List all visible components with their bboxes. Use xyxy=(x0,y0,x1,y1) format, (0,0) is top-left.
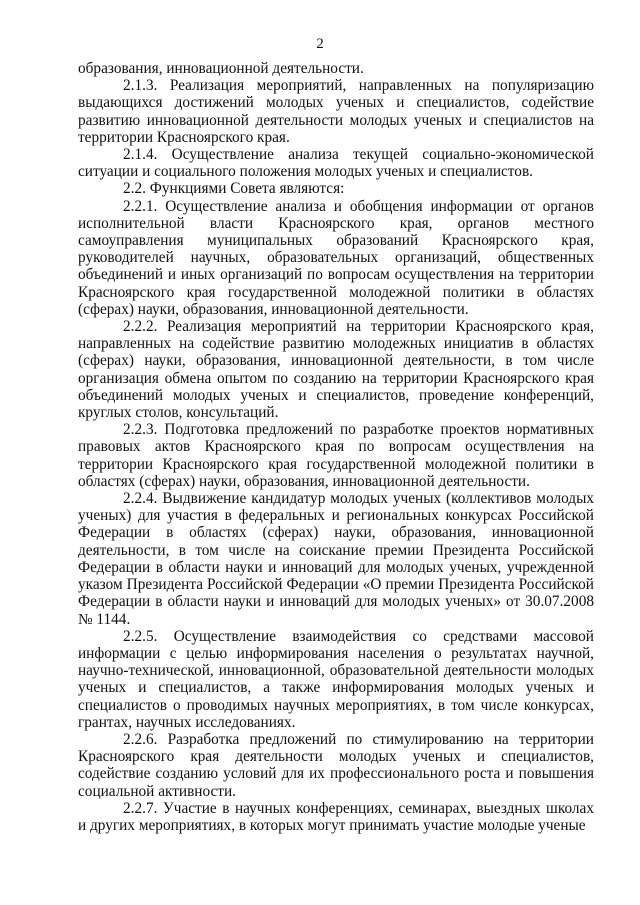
paragraph-2-2-6: 2.2.6. Разработка предложений по стимулированию на территории Красноярского края деятельности молодых ученых и специалистов, содействие созданию условий для их профессионального роста и повышения социальной активности. xyxy=(78,730,594,800)
paragraph-continuation: образования, инновационной деятельности. xyxy=(78,60,364,77)
paragraph-2-2-7: 2.2.7. Участие в научных конференциях, семинарах, выездных школах и других мероприятиях, в которых могут принимать участие молодые ученые xyxy=(78,799,594,834)
paragraph-2-2-3: 2.2.3. Подготовка предложений по разработке проектов нормативных правовых актов Красноярского края по вопросам осуществления на территории Красноярского края государственной молодежной политики в областях (сферах) науки, образования, инновационной деятельности. xyxy=(78,421,594,490)
paragraph-2-1-3: 2.1.3. Реализация мероприятий, направленных на популяризацию выдающихся достижений молодых ученых и специалистов, содействие развитию инновационной деятельности молодых ученых и специалистов на территории Красноярского края. xyxy=(78,77,594,146)
paragraph-2-2: 2.2. Функциями Совета являются: xyxy=(123,180,345,198)
paragraph-2-2-4: 2.2.4. Выдвижение кандидатур молодых ученых (коллективов молодых ученых) для участия в федеральных и региональных конкурсах Российской Федерации в областях (сферах) науки, образования, инновационной деятельности, в том числе на соискание премии Президента Российской Федерации в области науки и инноваций для молодых ученых, учрежденной указом Президента Российской Федерации «О премии Президента Российской Федерации в области науки и инноваций для молодых ученых» от 30.07.2008 № 1144. xyxy=(78,490,594,628)
page-number: 2 xyxy=(316,36,324,52)
document-body xyxy=(78,60,594,834)
paragraph-2-2-5: 2.2.5. Осуществление взаимодействия со средствами массовой информации с целью информирования населения о результатах научной, научно-технической, инновационной, образовательной деятельности молодых ученых и специалистов, а также информирования молодых ученых и специалистов о проводимых научных мероприятиях, в том числе конкурсах, грантах, научных исследованиях. xyxy=(78,627,594,731)
paragraph-2-2-1: 2.2.1. Осуществление анализа и обобщения информации от органов исполнительной власти Красноярского края, органов местного самоуправления муниципальных образований Красноярского края, руководителей научных, образовательных организаций, общественных объединений и иных организаций по вопросам осуществления на территории Красноярского края государственной молодежной политики в областях (сферах) науки, образования, инновационной деятельности. xyxy=(78,197,594,318)
paragraph-2-1-4: 2.1.4. Осуществление анализа текущей социально-экономической ситуации и социального положения молодых ученых и специалистов. xyxy=(78,146,594,181)
paragraph-2-2-2: 2.2.2. Реализация мероприятий на территории Красноярского края, направленных на содействие развитию молодежных инициатив в областях (сферах) науки, образования, инновационной деятельности, в том числе организация обмена опытом по созданию на территории Красноярского края объединений молодых ученых и специалистов, проведение конференций, круглых столов, консультаций. xyxy=(78,318,594,422)
